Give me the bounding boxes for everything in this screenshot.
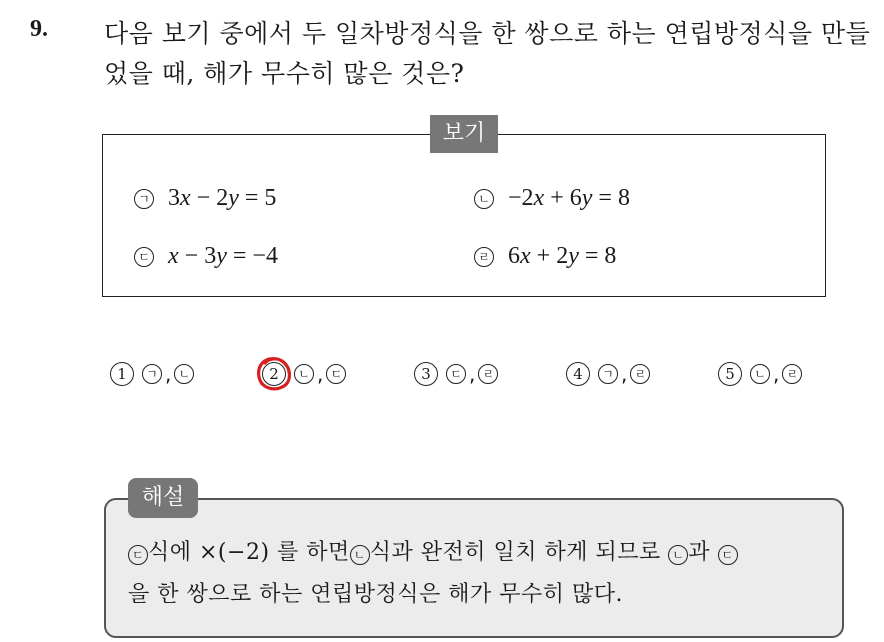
choice-4[interactable] xyxy=(566,362,650,386)
selected-answer-mark-icon xyxy=(254,354,294,394)
equation-2-lhs: −2x + 6y xyxy=(508,185,593,211)
choice-1-first: ㄱ xyxy=(142,364,162,384)
choice-3-first: ㄷ xyxy=(446,364,466,384)
solution-marker-nieun-2: ㄴ xyxy=(668,545,688,565)
equation-4 xyxy=(474,243,616,270)
choice-5[interactable] xyxy=(718,362,802,386)
equation-1 xyxy=(134,185,276,212)
choice-5-number: 5 xyxy=(718,362,742,386)
choice-5-pair: ㄴ , ㄹ xyxy=(750,362,802,386)
choice-1-pair: ㄱ , ㄴ xyxy=(142,362,194,386)
choice-5-second: ㄹ xyxy=(782,364,802,384)
answer-choices xyxy=(0,362,884,396)
solution-title: 해설 xyxy=(128,478,198,518)
question-text: 다음 보기 중에서 두 일차방정식을 한 쌍으로 하는 연립방정식을 만들었을 때, 해가 무수히 많은 것은? xyxy=(104,19,871,88)
marker-nieun: ㄴ xyxy=(474,189,494,209)
choice-2-second: ㄷ xyxy=(326,364,346,384)
choice-4-pair: ㄱ , ㄹ xyxy=(598,362,650,386)
equation-1-lhs: 3x − 2y xyxy=(168,185,239,211)
choice-3-number: 3 xyxy=(414,362,438,386)
solution-text xyxy=(128,532,828,616)
solution-marker-digeut-2: ㄷ xyxy=(718,545,738,565)
choice-3-second: ㄹ xyxy=(478,364,498,384)
choice-4-number: 4 xyxy=(566,362,590,386)
equation-2-rhs: 8 xyxy=(617,185,630,211)
choice-3[interactable] xyxy=(414,362,498,386)
equation-1-rhs: 5 xyxy=(264,185,277,211)
choice-2-pair: ㄴ , ㄷ xyxy=(294,362,346,386)
equation-4-rhs: 8 xyxy=(604,243,617,269)
choice-2-number-wrap xyxy=(262,362,286,386)
solution-marker-digeut: ㄷ xyxy=(128,545,148,565)
solution-text-part-2: 식과 완전히 일치 하게 되므로 xyxy=(369,540,669,565)
choice-1[interactable] xyxy=(110,362,194,386)
example-box-title: 보기 xyxy=(430,115,498,153)
choice-4-second: ㄹ xyxy=(630,364,650,384)
marker-digeut: ㄷ xyxy=(134,247,154,267)
equation-1-text: 3x − 2y = 5 xyxy=(168,185,277,211)
question-number: 9. xyxy=(30,16,48,42)
equation-2-text: −2x + 6y = 8 xyxy=(508,185,630,211)
choice-3-pair: ㄷ , ㄹ xyxy=(446,362,498,386)
equation-3 xyxy=(134,243,278,270)
choice-2-number: 2 xyxy=(262,362,286,386)
solution-marker-nieun: ㄴ xyxy=(350,545,370,565)
marker-rieul: ㄹ xyxy=(474,247,494,267)
solution-text-part-1: 식에 ×(−2) 를 하면 xyxy=(148,540,350,565)
choice-2[interactable] xyxy=(262,362,346,386)
equation-2 xyxy=(474,185,630,212)
choice-1-number: 1 xyxy=(110,362,134,386)
example-box xyxy=(102,134,826,297)
choice-1-second: ㄴ xyxy=(174,364,194,384)
solution-line-1 xyxy=(128,532,828,574)
equation-3-lhs: x − 3y xyxy=(168,243,227,269)
marker-giyeok: ㄱ xyxy=(134,189,154,209)
solution-text-part-3: 과 xyxy=(688,540,718,565)
choice-2-first: ㄴ xyxy=(294,364,314,384)
solution-line-2: 을 한 쌍으로 하는 연립방정식은 해가 무수히 많다. xyxy=(128,582,623,607)
choice-5-first: ㄴ xyxy=(750,364,770,384)
choice-4-first: ㄱ xyxy=(598,364,618,384)
equation-3-text: x − 3y = −4 xyxy=(168,243,278,269)
equation-4-lhs: 6x + 2y xyxy=(508,243,579,269)
equation-4-text: 6x + 2y = 8 xyxy=(508,243,617,269)
equation-3-rhs: −4 xyxy=(252,243,278,269)
